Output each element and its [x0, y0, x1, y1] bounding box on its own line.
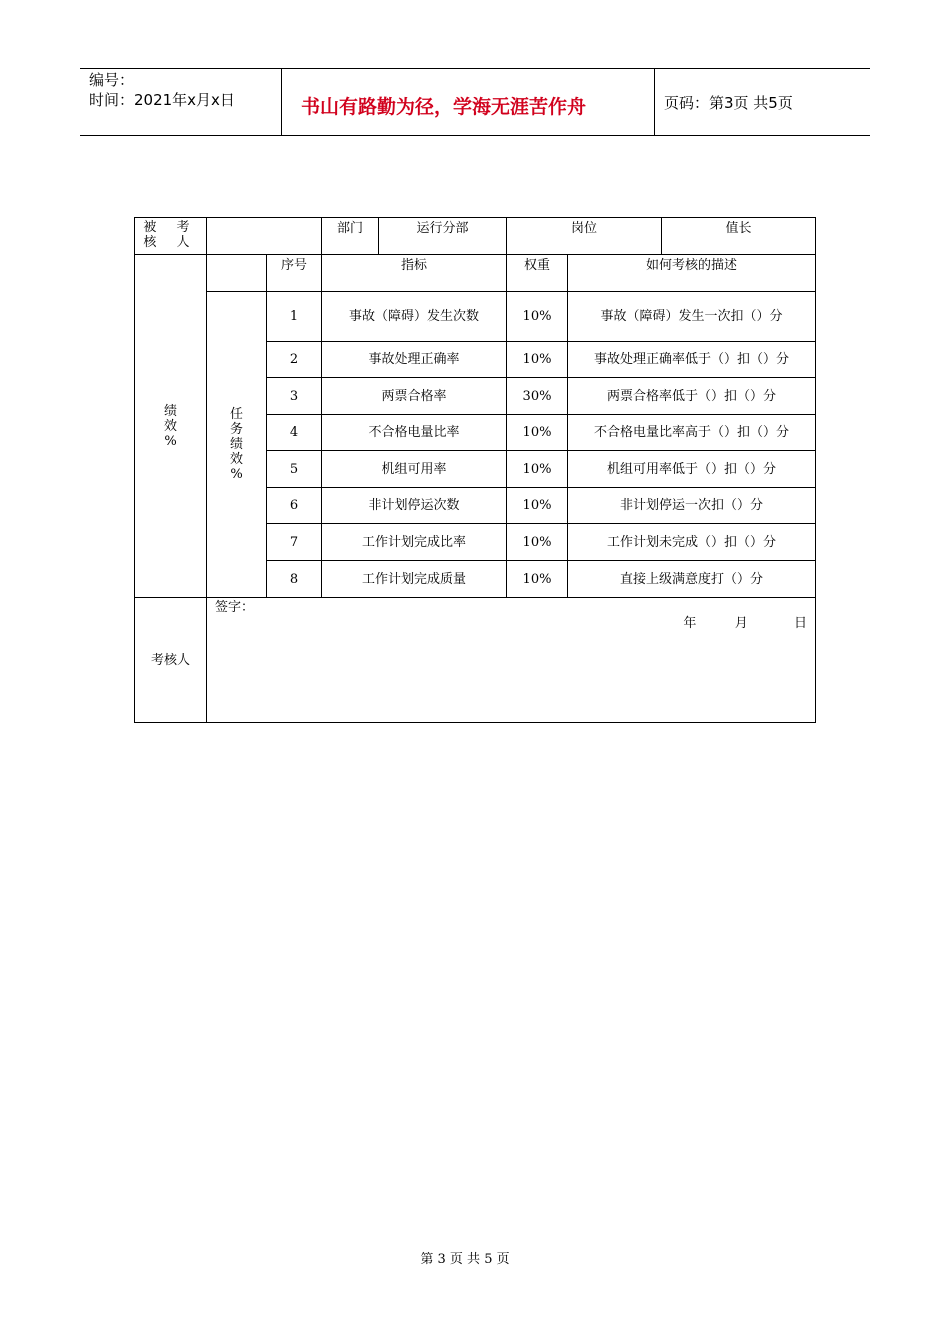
item-indicator: 机组可用率: [322, 451, 507, 488]
item-weight: 10%: [507, 561, 568, 598]
description-header: 如何考核的描述: [568, 255, 816, 292]
header-time-label: 时间：2021年x月x日: [89, 91, 235, 109]
post-label: 岗位: [507, 218, 662, 255]
table-row: [135, 292, 816, 342]
empty-header-cell: [207, 255, 267, 292]
dept-value: 运行分部: [379, 218, 507, 255]
date-day: 日: [794, 616, 808, 631]
item-weight: 30%: [507, 378, 568, 415]
dept-label: 部门: [322, 218, 379, 255]
item-seq: 6: [267, 488, 322, 524]
item-description: 工作计划未完成（）扣（）分: [568, 524, 816, 561]
item-weight: 10%: [507, 342, 568, 378]
post-value: 值长: [662, 218, 816, 255]
header-bottom-border: [80, 135, 870, 136]
item-indicator: 事故处理正确率: [322, 342, 507, 378]
item-seq: 2: [267, 342, 322, 378]
item-indicator: 工作计划完成质量: [322, 561, 507, 598]
evaluation-table: [134, 217, 816, 723]
item-seq: 7: [267, 524, 322, 561]
page-footer: 第 3 页 共 5 页: [420, 1252, 510, 1267]
item-indicator: 工作计划完成比率: [322, 524, 507, 561]
item-seq: 5: [267, 451, 322, 488]
seq-header: 序号: [267, 255, 322, 292]
item-seq: 8: [267, 561, 322, 598]
item-weight: 10%: [507, 415, 568, 451]
header-page-info: 页码：第3页 共5页: [664, 94, 793, 112]
performance-label: 绩 效 %: [135, 255, 207, 598]
item-description: 直接上级满意度打（）分: [568, 561, 816, 598]
column-header-row: [135, 255, 816, 292]
header-divider-left: [281, 68, 282, 136]
item-indicator: 非计划停运次数: [322, 488, 507, 524]
item-weight: 10%: [507, 488, 568, 524]
item-description: 机组可用率低于（）扣（）分: [568, 451, 816, 488]
header-top-border: [80, 68, 870, 69]
date-month: 月: [734, 616, 748, 631]
examinee-label: 被 考 核 人: [135, 218, 207, 255]
item-seq: 3: [267, 378, 322, 415]
item-indicator: 不合格电量比率: [322, 415, 507, 451]
item-indicator: 事故（障碍）发生次数: [322, 292, 507, 342]
item-weight: 10%: [507, 292, 568, 342]
date-year: 年: [683, 616, 697, 631]
item-description: 非计划停运一次扣（）分: [568, 488, 816, 524]
indicator-header: 指标: [322, 255, 507, 292]
signature-cell: [207, 598, 816, 723]
header-motto: 书山有路勤为径，学海无涯苦作舟: [301, 96, 587, 118]
header-divider-right: [654, 68, 655, 136]
signature-label: 签字：: [215, 600, 255, 615]
reviewer-row: [135, 598, 816, 723]
examinee-value: [207, 218, 322, 255]
signature-date: [683, 616, 807, 631]
header-code-label: 编号：: [89, 71, 135, 89]
item-indicator: 两票合格率: [322, 378, 507, 415]
item-description: 两票合格率低于（）扣（）分: [568, 378, 816, 415]
examinee-row: [135, 218, 816, 255]
item-weight: 10%: [507, 524, 568, 561]
reviewer-label: 考核人: [135, 598, 207, 723]
item-weight: 10%: [507, 451, 568, 488]
item-description: 事故处理正确率低于（）扣（）分: [568, 342, 816, 378]
item-seq: 4: [267, 415, 322, 451]
item-seq: 1: [267, 292, 322, 342]
item-description: 事故（障碍）发生一次扣（）分: [568, 292, 816, 342]
task-performance-label: 任 务 绩 效 %: [207, 292, 267, 598]
item-description: 不合格电量比率高于（）扣（）分: [568, 415, 816, 451]
weight-header: 权重: [507, 255, 568, 292]
